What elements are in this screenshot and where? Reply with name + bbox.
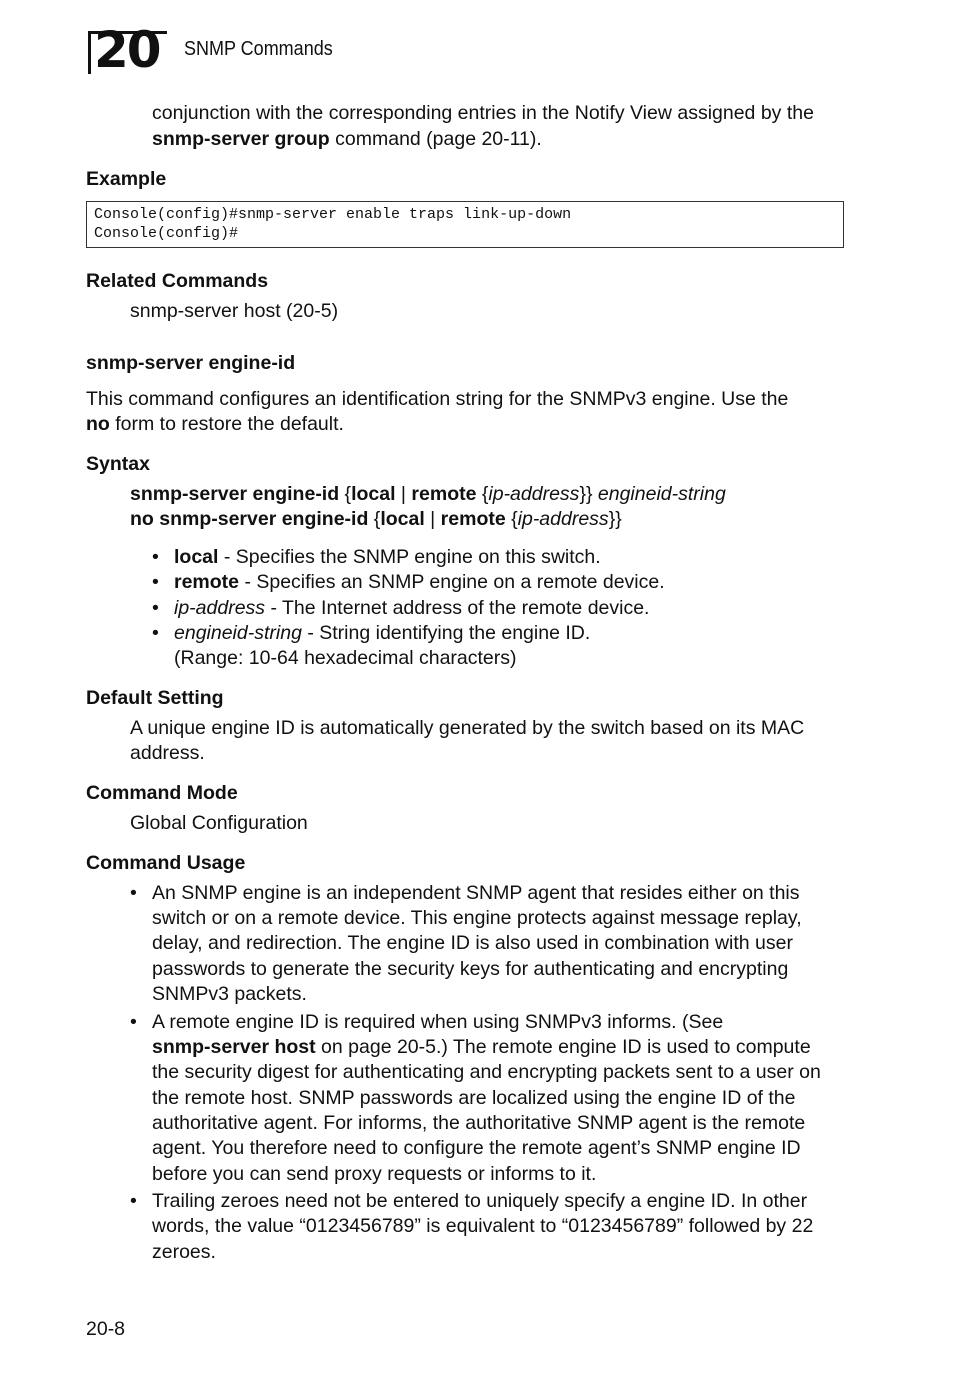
usage-bullet-2-line: agent. You therefore need to configure the remote agent’s SNMP engine ID (152, 1137, 801, 1159)
bullet-icon: • (152, 546, 159, 568)
code-line: Console(config)# (94, 225, 239, 242)
related-command-link: snmp-server host (20-5) (130, 300, 339, 322)
snmp-server-host-ref: snmp-server host (152, 1036, 316, 1058)
usage-bullet-1-line: delay, and redirection. The engine ID is also used in combination with user (152, 932, 793, 954)
param-term: remote (174, 571, 240, 593)
syntax-local: local (380, 508, 425, 530)
bullet-icon: • (152, 597, 159, 619)
usage-bullet-1-line: passwords to generate the security keys for authenticating and encrypting (152, 958, 789, 980)
syntax-remote: remote (440, 508, 506, 530)
syntax-brace: { (368, 508, 381, 530)
usage-bullet-1-line: An SNMP engine is an independent SNMP agent that resides either on this (152, 882, 800, 904)
syntax-local: local (351, 483, 396, 505)
usage-bullet-2-line: the remote host. SNMP passwords are localized using the engine ID of the (152, 1087, 796, 1109)
usage-bullet-2-line: A remote engine ID is required when using SNMPv3 informs. (See (152, 1011, 724, 1033)
usage-bullet-1-line: switch or on a remote device. This engine protects against message replay, (152, 907, 802, 929)
syntax-no-cmd: no snmp-server engine-id (130, 508, 369, 530)
section-desc-rest: form to restore the default. (109, 413, 344, 435)
bullet-icon: • (130, 882, 137, 904)
syntax-ip-address: ip-address (517, 508, 609, 530)
usage-bullet-3-line: zeroes. (152, 1241, 216, 1263)
syntax-engineid-string: engineid-string (597, 483, 726, 505)
no-keyword: no (86, 413, 110, 435)
syntax-remote: remote (411, 483, 477, 505)
usage-bullet-2-line (152, 1035, 811, 1060)
intro-line-2 (152, 127, 542, 152)
command-usage-heading: Command Usage (86, 852, 246, 874)
chapter-number: 20 (94, 21, 160, 79)
syntax-line-2 (130, 507, 622, 532)
param-term: engineid-string (174, 622, 302, 644)
example-heading: Example (86, 168, 167, 190)
syntax-brace: { (505, 508, 518, 530)
section-title: snmp-server engine-id (86, 352, 296, 374)
usage-bullet-2-line: before you can send proxy requests or informs to it. (152, 1163, 597, 1185)
syntax-pipe: | (424, 508, 441, 530)
page-number: 20-8 (86, 1318, 126, 1340)
bullet-icon: • (130, 1190, 137, 1212)
intro-rest: command (page 20-11). (329, 128, 542, 150)
usage-bullet-3-line: Trailing zeroes need not be entered to uniquely specify a engine ID. In other (152, 1190, 808, 1212)
command-mode-text: Global Configuration (130, 812, 308, 834)
syntax-brace: }} (608, 508, 622, 530)
default-setting-line-1: A unique engine ID is automatically generated by the switch based on its MAC (130, 717, 805, 739)
param-range: (Range: 10-64 hexadecimal characters) (174, 647, 517, 669)
usage-bullet-2-line: authoritative agent. For informs, the authoritative SNMP agent is the remote (152, 1112, 806, 1134)
param-engineid-string (174, 621, 590, 646)
param-local (174, 545, 601, 570)
syntax-brace: { (339, 483, 352, 505)
syntax-pipe: | (395, 483, 412, 505)
param-term: local (174, 546, 219, 568)
related-commands-heading: Related Commands (86, 270, 269, 292)
syntax-ip-address: ip-address (488, 483, 580, 505)
usage-bullet-1-line: SNMPv3 packets. (152, 983, 307, 1005)
section-desc-line-1: This command configures an identification string for the SNMPv3 engine. Use the (86, 388, 789, 410)
syntax-brace: }} (579, 483, 598, 505)
param-desc: - The Internet address of the remote device. (265, 597, 650, 619)
bullet-icon: • (152, 622, 159, 644)
syntax-cmd: snmp-server engine-id (130, 483, 340, 505)
usage-bullet-3-line: words, the value “0123456789” is equivalent to “0123456789” followed by 22 (152, 1215, 814, 1237)
default-setting-heading: Default Setting (86, 687, 224, 709)
section-desc-line-2 (86, 412, 344, 437)
bullet-icon: • (152, 571, 159, 593)
param-desc: - Specifies the SNMP engine on this switch. (218, 546, 601, 568)
intro-line-1: conjunction with the corresponding entries in the Notify View assigned by the (152, 102, 814, 124)
code-line: Console(config)#snmp-server enable traps link-up-down (94, 206, 572, 223)
param-ip-address (174, 596, 649, 621)
param-desc: - Specifies an SNMP engine on a remote device. (239, 571, 665, 593)
command-mode-heading: Command Mode (86, 782, 238, 804)
intro-command: snmp-server group (152, 128, 330, 150)
param-term: ip-address (174, 597, 266, 619)
param-desc: - String identifying the engine ID. (301, 622, 591, 644)
usage-bullet-2-line: the security digest for authenticating and encrypting packets sent to a user on (152, 1061, 821, 1083)
syntax-line-1 (130, 482, 726, 507)
usage-bullet-2-rest: on page 20-5.) The remote engine ID is used to compute (315, 1036, 811, 1058)
param-remote (174, 570, 665, 595)
chapter-title: SNMP Commands (184, 38, 333, 60)
default-setting-line-2: address. (130, 742, 205, 764)
syntax-brace: { (476, 483, 489, 505)
bullet-icon: • (130, 1011, 137, 1033)
syntax-heading: Syntax (86, 453, 150, 475)
code-example (86, 201, 844, 248)
